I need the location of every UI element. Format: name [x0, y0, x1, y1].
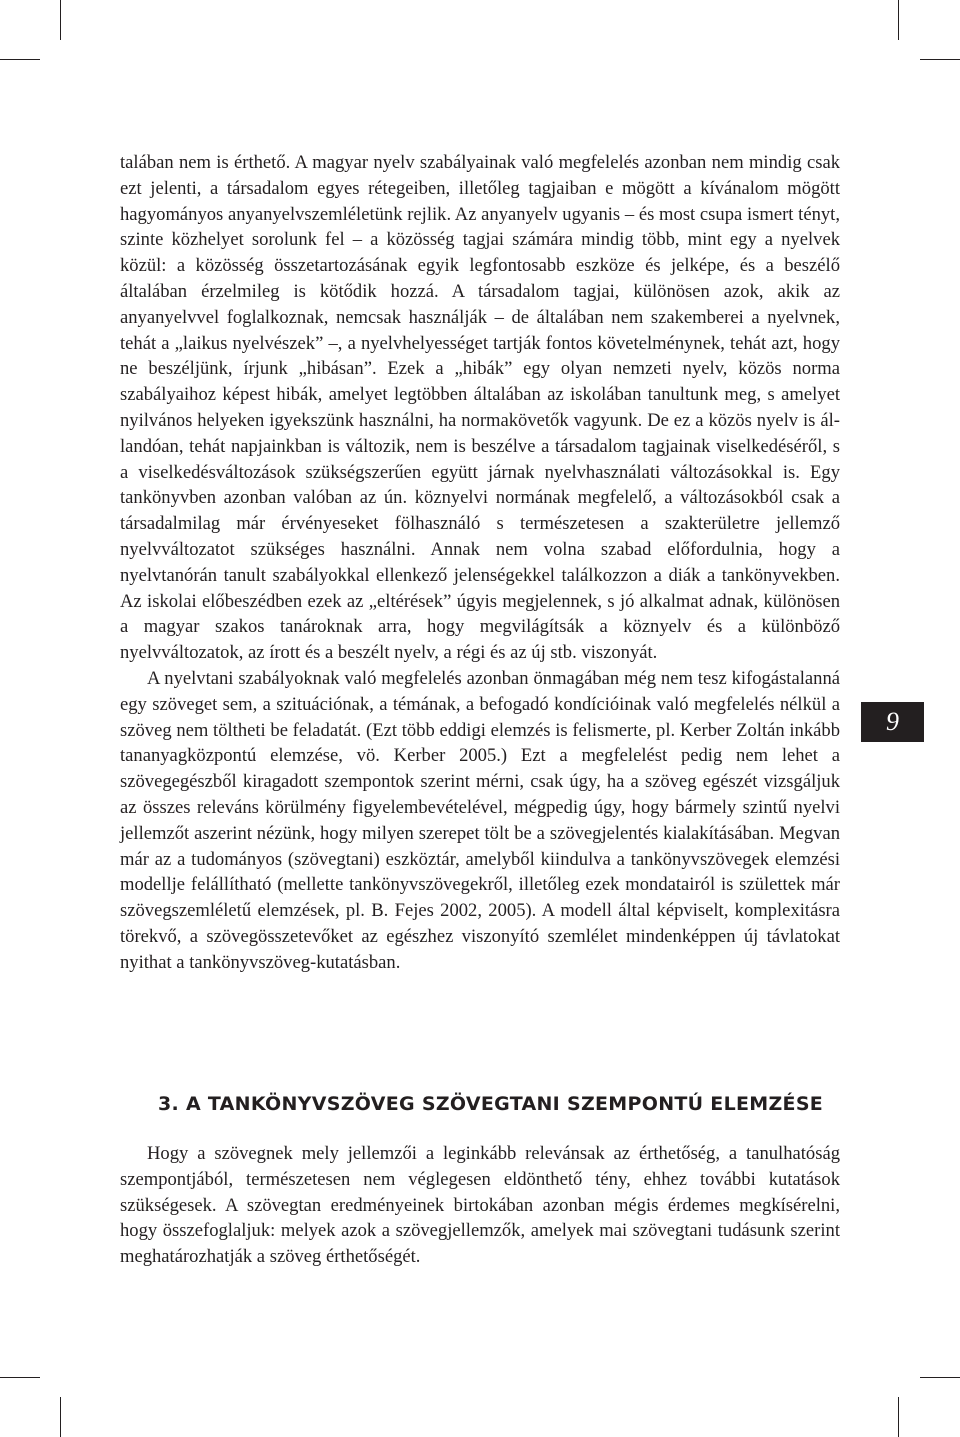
body-text-section [120, 1141, 840, 1270]
page-number: 9 [886, 707, 899, 736]
crop-mark-right-top [920, 59, 960, 60]
body-text-top [120, 150, 840, 976]
crop-mark-bottom-right [898, 1397, 899, 1437]
crop-mark-right-bottom [920, 1377, 960, 1378]
crop-mark-top-left [60, 0, 61, 40]
crop-mark-left-bottom [0, 1377, 40, 1378]
paragraph: talában nem is érthető. A magyar nyelv szabályainak való megfelelés azonban nem mindig csak ezt jelenti, a társadalom egyes rétegeiben, illetőleg tagjaiban e mögött a kívánalom mögött hagyományos anyanyelvszemléletünk rejlik. Az anyanyelv ugyanis – és most csupa ismert tényt, szinte közhelyet sorolunk fel – a közösség tagjai számára mindig több, mint egy a nyelvek közül: a közösség összetartozásának egyik legfontosabb eszköze és jelképe, és a beszélő általában érzelmileg is kötődik hozzá. A társadalom tagjai, különösen azok, akik az anyanyelvvel foglalkoznak, nemcsak használják – de általában nem szakemberei a nyelvnek, tehát a „laikus nyelvészek” –, a nyelvhelyességet tartják fontos követelménynek, tehát azt, hogy ne beszéljünk, írjunk „hibásan”. Ezek a „hibák” egy olyan nemzeti nyelv, közös norma szabályaihoz képest hibák, amelyet legtöbben általában az iskolában tanultunk meg, s amelyet nyilvános helyeken igyekszünk használni, ha normakövetők vagyunk. De ez a közös nyelv is állandóan, tehát napjainkban is változik, nem is beszélve a társadalom tagjainak viselkedéséről, s a viselkedésváltozások szükségszerűen együtt járnak nyelvhasználati változásokkal is. Egy tankönyvben azonban valóban az ún. köznyelvi normának megfelelő, a változásokból csak a társadalmilag már érvényeseket fölhasználó s természetesen a szakterületre jellemző nyelvváltozatot szükséges használni. Annak nem volna szabad előfordulnia, hogy a nyelvtanórán tanult szabályokkal ellenkező jelenségekkel találkozzon a diák a tankönyvekben. Az iskolai előbeszédben ezek az „eltérések” úgyis megjelennek, s jó alkalmat adnak, különösen a magyar szakos tanároknak arra, hogy megvilágítsák a köznyelv és a különböző nyelvváltozatok, az írott és a beszélt nyelv, a régi és az új stb. viszonyát. [120, 152, 840, 664]
paragraph: Hogy a szövegnek mely jellemzői a leginkább relevánsak az érthetőség, a tanulhatóság szempontjából, természetesen nem véglegesen eldönthető tény, ehhez további kutatások szükségesek. A szövegtan eredményeinek birtokában azonban mégis érdemes megkísérelni, hogy összefoglaljuk: melyek azok a szövegjellemzők, amelyek mai szövegtani tudásunk szerint meghatározhatják a szöveg érthetőségét. [120, 1143, 840, 1268]
crop-mark-bottom-left [60, 1397, 61, 1437]
crop-mark-left-top [0, 59, 40, 60]
paragraph: A nyelvtani szabályoknak való megfelelés azonban önmagában még nem tesz kifogástalanná egy szöveget sem, a szituációnak, a témának, a befogadó kondícióinak való megfelelés nélkül a szöveg nem töltheti be feladatát. (Ezt több eddigi elemzés is felismerte, pl. Kerber Zoltán inkább tananyagközpontú elemzése, vö. Kerber 2005.) Ezt a megfelelést pedig nem lehet a szövegegészből kiragadott szempontok szerint mérni, csak úgy, ha a szöveg egészét vizsgáljuk az összes releváns körülmény figyelembevételével, mégpedig úgy, hogy bármely szintű nyelvi jellemzőt aszerint nézünk, hogy milyen szerepet tölt be a szövegjelentés kialakításában. Megvan már az a tudományos (szövegtani) eszköztár, amelyből kiindulva a tankönyvszövegek elemzési modellje felállítható (mellette tankönyvszövegekről, illetőleg ezek mondatairól is születtek már szövegszemléletű elemzések, pl. B. Fejes 2002, 2005). A modell által képviselt, komplexitásra törekvő, a szövegösszetevőket az egészhez viszonyító szemlélet mindenképpen új távlatokat nyithat a tankönyvszöveg-kutatásban. [120, 667, 840, 973]
section-heading: 3. A TANKÖNYVSZÖVEG SZÖVEGTANI SZEMPONTÚ ELEMZÉSE [158, 1093, 824, 1115]
crop-mark-top-right [898, 0, 899, 40]
page-number-tab [861, 702, 924, 742]
